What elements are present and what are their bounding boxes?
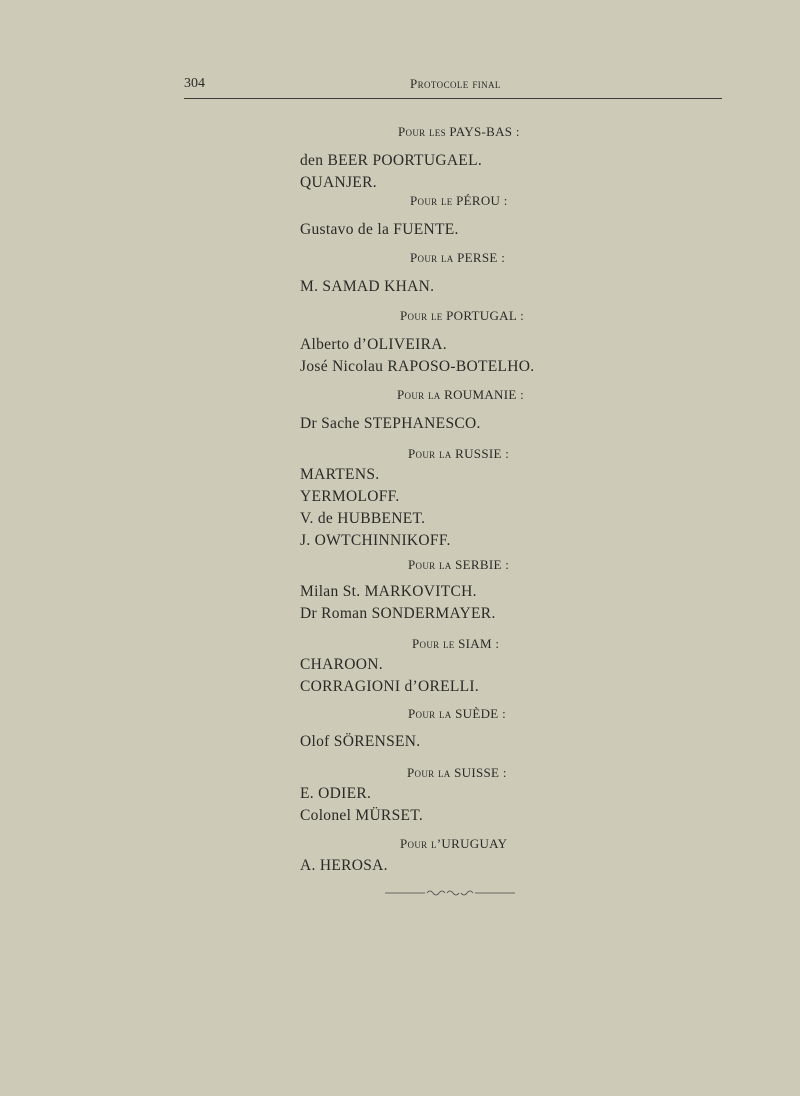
country-heading: Pour la PERSE : [410, 250, 506, 265]
country-heading: Pour la SERBIE : [408, 557, 510, 572]
signatory-name: YERMOLOFF. [300, 488, 400, 505]
signatory-block-romania [300, 387, 630, 435]
signatory-block-portugal [300, 308, 630, 378]
page-number: 304 [184, 76, 205, 91]
signatory-name: QUANJER. [300, 174, 377, 191]
country-heading: Pour la ROUMANIE : [397, 387, 525, 402]
signatory-block-netherlands [300, 124, 630, 194]
signatory-name: CHAROON. [300, 656, 383, 673]
signatory-block-sweden [300, 706, 630, 753]
signatory-name: Gustavo de la FUENTE. [300, 221, 459, 238]
country-heading: Pour la RUSSIE : [408, 446, 510, 461]
signatory-block-russia [300, 446, 630, 552]
signatory-name: den BEER POORTUGAEL. [300, 152, 483, 169]
signatory-name: Colonel MÜRSET. [300, 807, 424, 824]
signatory-name: Dr Roman SONDERMAYER. [300, 605, 496, 622]
country-heading: Pour l’URUGUAY [400, 836, 508, 851]
signatory-name: Alberto d’OLIVEIRA. [300, 336, 447, 353]
country-heading: Pour la SUÈDE : [408, 706, 506, 721]
signatory-name: A. HEROSA. [300, 857, 388, 874]
signatory-name: V. de HUBBENET. [300, 510, 426, 527]
signatory-name: Olof SÖRENSEN. [300, 733, 421, 750]
header-rule [184, 98, 722, 99]
end-ornament [385, 888, 515, 898]
signatory-name: MARTENS. [300, 466, 380, 483]
country-heading: Pour le PÉROU : [410, 193, 508, 208]
signatory-block-siam [300, 636, 630, 698]
signatory-name: J. OWTCHINNIKOFF. [300, 532, 451, 549]
country-heading: Pour les PAYS-BAS : [398, 124, 520, 139]
country-heading: Pour la SUISSE : [407, 765, 507, 780]
signatory-block-uruguay [300, 836, 630, 877]
signatory-name: Dr Sache STEPHANESCO. [300, 415, 481, 432]
signatory-block-peru [300, 193, 630, 241]
signatory-block-switzerland [300, 765, 630, 827]
signatory-name: Milan St. MARKOVITCH. [300, 583, 477, 600]
signatory-name: M. SAMAD KHAN. [300, 278, 435, 295]
running-title: Protocole final [410, 76, 501, 91]
country-heading: Pour le PORTUGAL : [400, 308, 525, 323]
signatory-name: José Nicolau RAPOSO-BOTELHO. [300, 358, 535, 375]
signatory-block-serbia [300, 557, 630, 625]
signatory-name: CORRAGIONI d’ORELLI. [300, 678, 480, 695]
page-header [184, 76, 722, 96]
signatory-block-persia [300, 250, 630, 298]
country-heading: Pour le SIAM : [412, 636, 500, 651]
signatory-name: E. ODIER. [300, 785, 372, 802]
